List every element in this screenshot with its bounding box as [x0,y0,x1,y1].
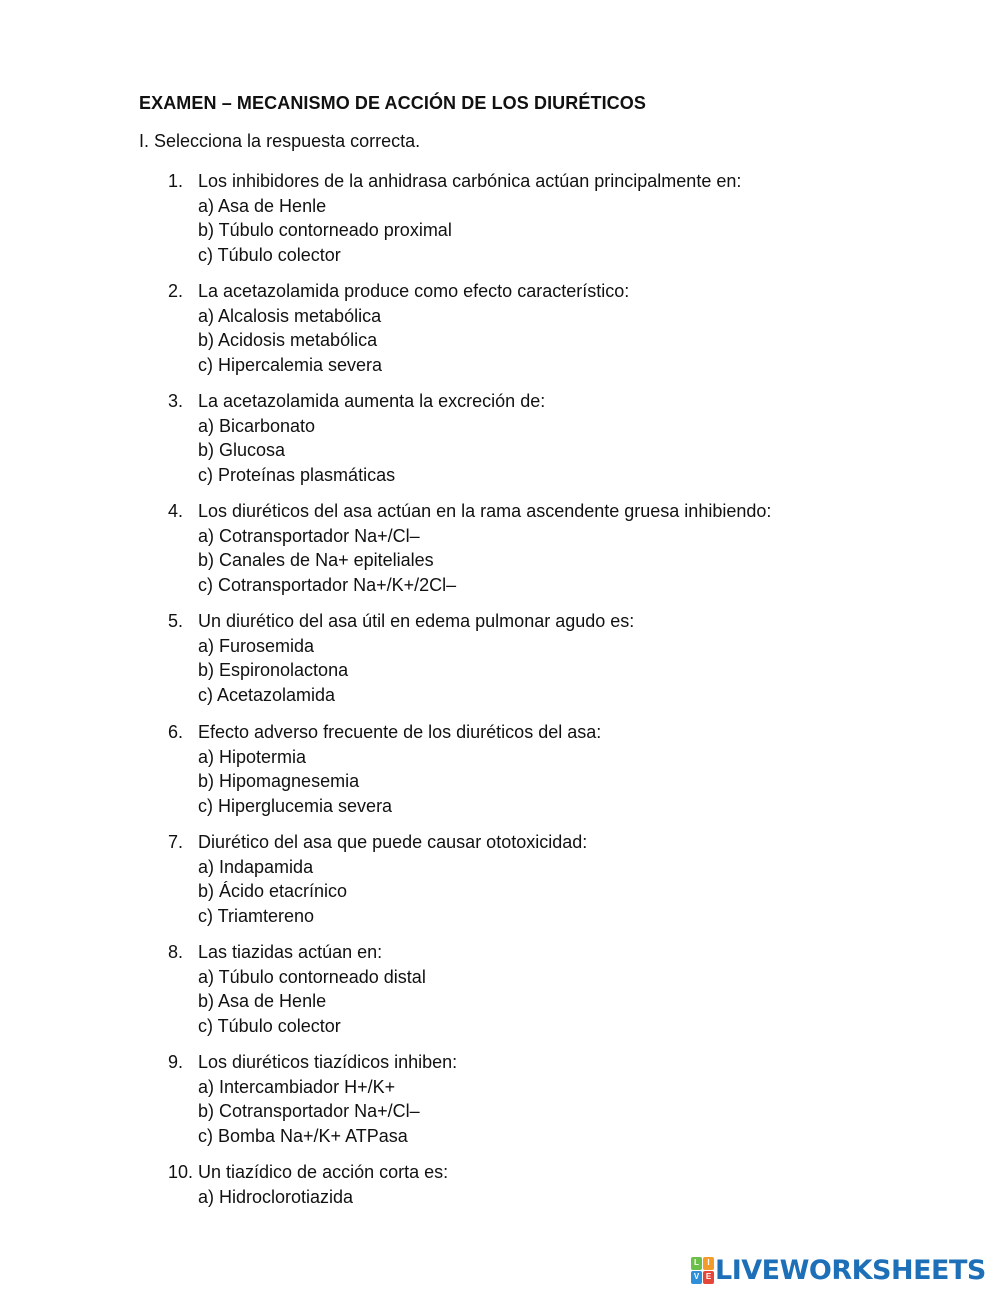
question-body [198,830,587,928]
question-text: Un tiazídico de acción corta es: [198,1162,449,1182]
question-body [198,279,629,377]
answer-option[interactable]: b) Ácido etacrínico [198,881,348,901]
answer-option[interactable]: a) Hidroclorotiazida [198,1186,354,1207]
question-body [198,720,601,818]
answer-option[interactable]: c) Acetazolamida [198,684,336,705]
question-number: 4. [168,501,184,521]
question-number: 8. [168,942,184,962]
logo-tile: L [691,1257,702,1270]
liveworksheets-logo[interactable] [691,1253,986,1287]
answer-option[interactable]: c) Túbulo colector [198,244,341,265]
question-text: La acetazolamida produce como efecto característico: [198,281,630,301]
question-body [198,169,741,267]
instruction-text: I. Selecciona la respuesta correcta. [139,131,421,151]
question-number: 6. [168,722,184,742]
question-number: 2. [168,281,184,301]
liveworksheets-logo-icon [691,1257,713,1283]
question-body [198,940,426,1038]
question-text: La acetazolamida aumenta la excreción de: [198,391,546,411]
answer-option[interactable]: c) Bomba Na+/K+ ATPasa [198,1125,408,1146]
answer-option[interactable]: a) Túbulo contorneado distal [198,966,426,987]
answer-option[interactable]: b) Canales de Na+ epiteliales [198,550,434,570]
answer-option[interactable]: a) Alcalosis metabólica [198,305,382,326]
exam-title: EXAMEN – MECANISMO DE ACCIÓN DE LOS DIURÉTICOS [139,93,646,113]
answer-option[interactable]: b) Acidosis metabólica [198,330,378,350]
logo-tile: V [691,1271,702,1284]
answer-option[interactable]: c) Hipercalemia severa [198,354,383,375]
question-text: Los diuréticos del asa actúan en la rama ascendente gruesa inhibiendo: [198,501,772,521]
question-text: Efecto adverso frecuente de los diuréticos del asa: [198,722,602,742]
question-number: 5. [168,611,184,631]
answer-option[interactable]: b) Hipomagnesemia [198,771,360,791]
answer-option[interactable]: a) Furosemida [198,635,315,656]
answer-option[interactable]: c) Triamtereno [198,905,315,926]
question-text: Un diurético del asa útil en edema pulmonar agudo es: [198,611,635,631]
answer-option[interactable]: a) Bicarbonato [198,415,316,436]
answer-option[interactable]: b) Espironolactona [198,660,349,680]
answer-option[interactable]: c) Cotransportador Na+/K+/2Cl– [198,574,457,595]
answer-option[interactable]: c) Proteínas plasmáticas [198,464,396,485]
question-text: Las tiazidas actúan en: [198,942,383,962]
question-body [198,1050,457,1148]
question-body [198,499,771,597]
answer-option[interactable]: c) Hiperglucemia severa [198,795,393,816]
question-text: Los diuréticos tiazídicos inhiben: [198,1052,458,1072]
logo-tile: E [703,1271,714,1284]
question-number: 9. [168,1052,184,1072]
answer-option[interactable]: c) Túbulo colector [198,1015,341,1036]
answer-option[interactable]: a) Hipotermia [198,746,307,767]
answer-option[interactable]: a) Cotransportador Na+/Cl– [198,525,420,546]
question-number: 7. [168,832,184,852]
question-text: Diurético del asa que puede causar ototoxicidad: [198,832,588,852]
question-number: 1. [168,171,184,191]
logo-tile: I [703,1257,714,1270]
answer-option[interactable]: b) Cotransportador Na+/Cl– [198,1101,420,1121]
question-body [198,1160,448,1209]
question-body [198,609,634,707]
answer-option[interactable]: a) Intercambiador H+/K+ [198,1076,396,1097]
question-number: 3. [168,391,184,411]
answer-option[interactable]: a) Asa de Henle [198,195,327,216]
answer-option[interactable]: b) Glucosa [198,440,286,460]
question-body [198,389,545,487]
logo-text: LIVEWORKSHEETS [715,1254,986,1286]
question-number: 10. [168,1162,194,1182]
question-text: Los inhibidores de la anhidrasa carbónica actúan principalmente en: [198,171,742,191]
answer-option[interactable]: b) Asa de Henle [198,991,327,1011]
answer-option[interactable]: b) Túbulo contorneado proximal [198,220,452,240]
answer-option[interactable]: a) Indapamida [198,856,314,877]
